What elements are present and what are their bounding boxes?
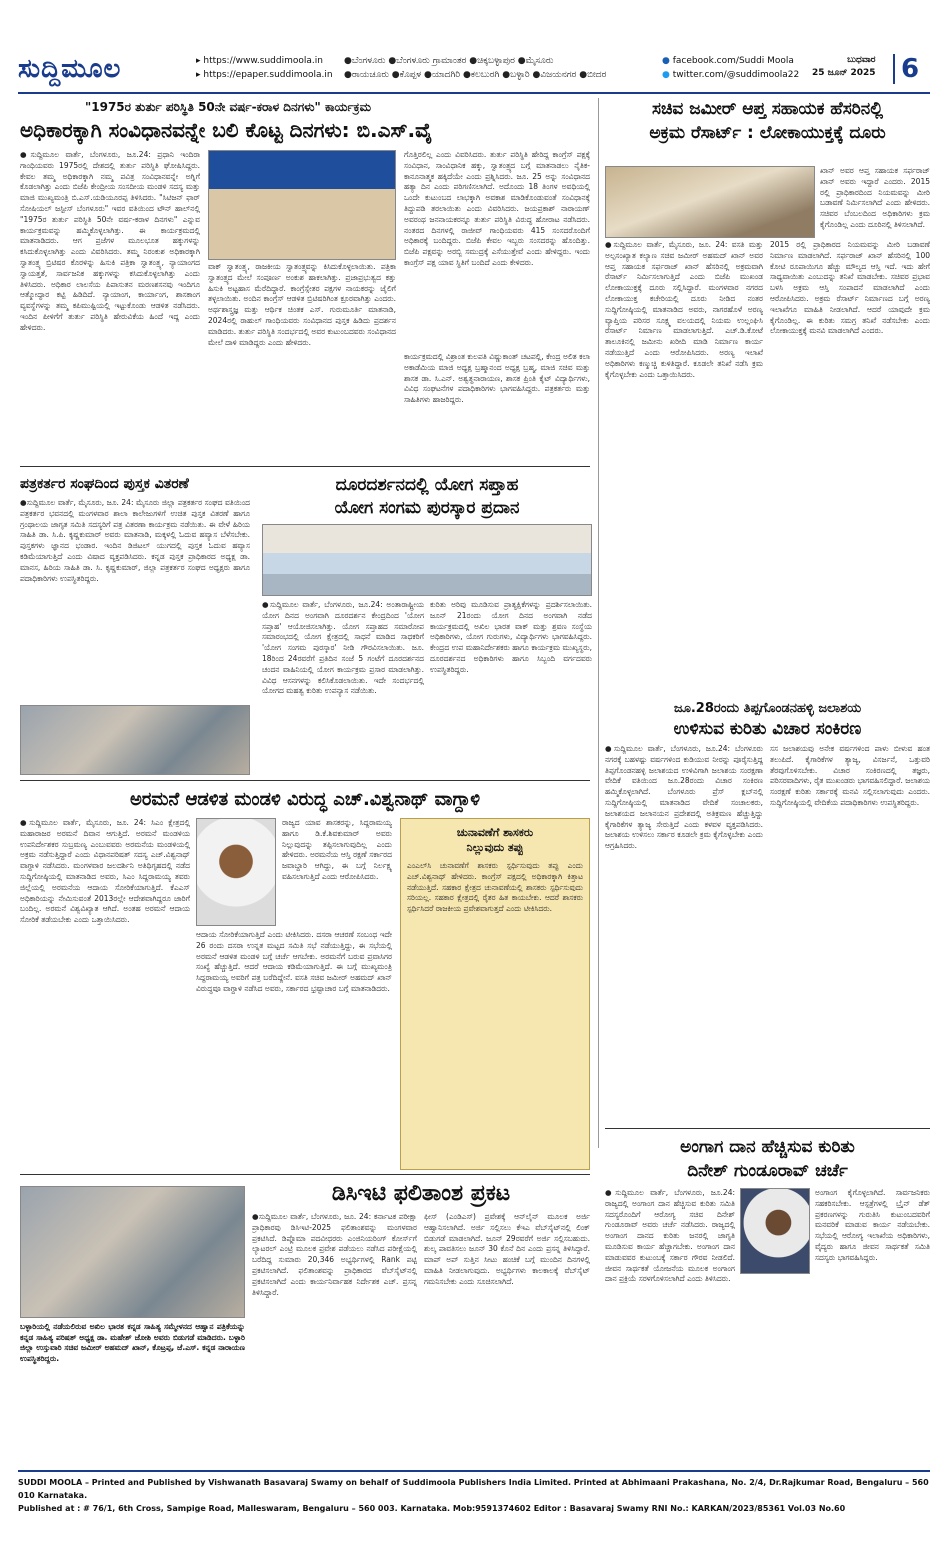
story3-headline: ಪತ್ರಕರ್ತರ ಸಂಘದಿಂದ ಪುಸ್ತಕ ವಿತರಣೆ	[20, 476, 189, 492]
story2-column-2: 2015 ರಲ್ಲಿ ಪ್ರಾಧಿಕಾರದ ನಿಯಮವನ್ನು ಮೀರಿ ಬಡಾವಣೆ ನಿರ್ಮಾಣ ಮಾಡಲಾಗಿದೆ. ಸರ್ಫರಾಜ್ ಖಾನ್ ಹೆಸರಿನಲ್ಲಿ 100 ಕೋಟಿ ರೂಪಾಯಿಗೂ ಹೆಚ್ಚು ಮೌಲ್ಯದ ಆಸ್ತಿ ಇದೆ. ಇದು ಹೇಗೆ ಸಾಧ್ಯವಾಯಿತು ಎಂಬುದನ್ನು ತನಿಖೆ ಮಾಡಬೇಕು. ಸಚಿವರ ಪ್ರಭಾವ ಬಳಸಿ ಅಕ್ರಮ ಆಸ್ತಿ ಸಂಪಾದನೆ ಮಾಡಲಾಗಿದೆ ಎಂದು ಆರೋಪಿಸಿದರು. ಅಕ್ರಮ ರೆಸಾರ್ಟ್ ನಿರ್ಮಾಣದ ಬಗ್ಗೆ ಅರಣ್ಯ ಇಲಾಖೆಗೂ ಮಾಹಿತಿ ನೀಡಲಾಗಿದೆ. ಆದರೆ ಯಾವುದೇ ಕ್ರಮ ಕೈಗೊಂಡಿಲ್ಲ. ಈ ಕುರಿತು ಸಮಗ್ರ ತನಿಖೆ ನಡೆಸಬೇಕು ಎಂದು ಲೋಕಾಯುಕ್ತಕ್ಕೆ ಮನವಿ ಮಾಡಲಾಗಿದೆ ಎಂದರು.	[770, 240, 930, 336]
twitter-url: twitter.com/@suddimoola22	[672, 70, 800, 80]
story5-headline-2: ಉಳಿಸುವ ಕುರಿತು ವಿಚಾರ ಸಂಕಿರಣ	[673, 719, 862, 739]
web-links	[196, 54, 333, 82]
dinesh-gundurao-photo	[740, 1188, 810, 1274]
story2-headline-2: ಅಕ್ರಮ ರೆಸಾರ್ಟ್ : ಲೋಕಾಯುಕ್ತಕ್ಕೆ ದೂರು	[649, 123, 886, 143]
imprint-line-1: SUDDI MOOLA – Printed and Published by Vishwanath Basavaraj Swamy on behalf of Suddimoola Publishers India Limited. Printed at Abhimaani Prakashana, No. 2/4, Dr.Rajkumar Road, Bengaluru – 560 010 Karnataka.	[18, 1478, 929, 1500]
twitter-icon: ●	[662, 70, 673, 80]
story6-headline: ಅರಮನೆ ಆಡಳಿತ ಮಂಡಳಿ ವಿರುದ್ಧ ಎಚ್.ವಿಶ್ವನಾಥ್ ವಾಗ್ದಾಳಿ	[129, 789, 481, 810]
story2-headline-1: ಸಚಿವ ಜಮೀರ್ ಆಪ್ತ ಸಹಾಯಕ ಹೆಸರಿನಲ್ಲಿ	[651, 99, 884, 119]
side-box	[400, 818, 590, 1170]
twitter-link[interactable]	[662, 68, 799, 82]
divider	[20, 780, 590, 781]
epaper-url: https://epaper.suddimoola.in	[203, 70, 333, 80]
issue-day: ಬುಧವಾರ	[847, 55, 876, 65]
newspaper-logo: ಸುದ್ದಿಮೂಲ	[18, 54, 122, 84]
story4-column-2: ಕುರಿತು ಅರಿವು ಮೂಡಿಸುವ ಪ್ರಾತ್ಯಕ್ಷಿಕೆಗಳನ್ನು ಪ್ರದರ್ಶಿಸಲಾಯಿತು. ಜೂನ್ 21ರಂದು ಯೋಗ ದಿನದ ಅಂಗವಾಗಿ ನಡೆದ ಕಾರ್ಯಕ್ರಮದಲ್ಲಿ ಅಖಿಲ ಭಾರತ ವಾಕ್ ಮತ್ತು ಶ್ರವಣ ಸಂಸ್ಥೆಯ ಅಧಿಕಾರಿಗಳು, ಯೋಗ ಗುರುಗಳು, ವಿದ್ಯಾರ್ಥಿಗಳು ಭಾಗವಹಿಸಿದ್ದರು. ಕೇಂದ್ರದ ಉಪ ಮಹಾನಿರ್ದೇಶಕರು ಹಾಗೂ ಕಾರ್ಯಕ್ರಮ ಮುಖ್ಯಸ್ಥರು, ದೂರದರ್ಶನದ ಅಧಿಕಾರಿಗಳು ಹಾಗೂ ಸಿಬ್ಬಂದಿ ವರ್ಗದವರು ಉಪಸ್ಥಿತರಿದ್ದರು.	[430, 600, 592, 674]
cities-line-1: ●ಬೆಂಗಳೂರು ●ಬೆಂಗಳೂರು ಗ್ರಾಮಾಂತರ ●ಚಿಕ್ಕಬಳ್ಳಾಪುರ ●ಮೈಸೂರು	[344, 56, 554, 66]
story1-column-3: ಕಾರ್ಯಕ್ರಮದಲ್ಲಿ ವಿಶ್ರಾಂತ ಕುಲಪತಿ ವಿಷ್ಣುಕಾಂತ್ ಚಟಪಲ್ಲಿ, ಕೇಂದ್ರ ಅಲಿತ ಕಲಾ ಅಕಾಡೆಮಿಯ ಮಾಜಿ ಅಧ್ಯಕ್ಷ ಬ್ರಹ್ಮಾನಂದ ಅಧ್ಯಕ್ಷ ಬ್ರಹ್ಮ, ಮಾಜಿ ಸಚಿವ ಮತ್ತು ಶಾಸಕ ಡಾ. ಸಿ.ಎನ್. ಅಶ್ವತ್ಥನಾರಾಯಣ, ಶಾಸಕ ಪ್ರಿಂತಿ ಕೈಟ್ ವಿದ್ಯಾರ್ಥಿಗಳು, ವಿವಿಧ ಸಂಘಟನೆಗಳ ಪದಾಧಿಕಾರಿಗಳು ಭಾಗವಹಿಸಿದ್ದರು. ಪತ್ರಕರ್ತರು ಮತ್ತು ಸಾಹಿತಿಗಳು ಹಾಜರಿದ್ದರು.	[404, 352, 590, 405]
story4-headline-1: ದೂರದರ್ಶನದಲ್ಲಿ ಯೋಗ ಸಪ್ತಾಹ	[335, 475, 519, 495]
story8-column-2: ಅಂಗಾಂಗ ಕೈಗೊಳ್ಳಲಾಗಿದೆ. ಸಾರ್ವಜನಿಕರು ಸಹಕರಿಸಬೇಕು. ಆಸ್ಪತ್ರೆಗಳಲ್ಲಿ ಬ್ರೈನ್ ಡೆತ್ ಪ್ರಕರಣಗಳನ್ನು ಗುರುತಿಸಿ ಕುಟುಂಬದವರಿಗೆ ಮನವರಿಕೆ ಮಾಡುವ ಕಾರ್ಯ ನಡೆಯಬೇಕು. ಸಭೆಯಲ್ಲಿ ಆರೋಗ್ಯ ಇಲಾಖೆಯ ಅಧಿಕಾರಿಗಳು, ವೈದ್ಯರು ಹಾಗೂ ಜೀವನ ಸಾರ್ಥಕತೆ ಸಮಿತಿ ಸದಸ್ಯರು ಭಾಗವಹಿಸಿದ್ದರು.	[815, 1188, 930, 1262]
story1-headline: ಅಧಿಕಾರಕ್ಕಾಗಿ ಸಂವಿಧಾನವನ್ನೇ ಬಲಿ ಕೊಟ್ಟ ದಿನಗಳು: ಬಿ.ಎಸ್.ವೈ	[20, 118, 433, 142]
story5-column-1: ●ಸುದ್ದಿಮೂಲ ವಾರ್ತೆ, ಬೆಂಗಳೂರು, ಜೂ.24: ಬೆಂಗಳೂರು ನಗರಕ್ಕೆ ಬಹಳಷ್ಟು ವರ್ಷಗಳಿಂದ ಕುಡಿಯುವ ನೀರನ್ನು ಪೂರೈಸುತ್ತಿದ್ದ ತಿಪ್ಪಗೊಂಡನಹಳ್ಳಿ ಜಲಾಶಯದ ಉಳಿವಿಗಾಗಿ ಜಲಾಶಯ ಸಂರಕ್ಷಣಾ ವೇದಿಕೆ ವತಿಯಿಂದ ಜೂ.28ರಂದು ವಿಚಾರ ಸಂಕಿರಣ ಹಮ್ಮಿಕೊಳ್ಳಲಾಗಿದೆ. ಬೆಂಗಳೂರು ಪ್ರೆಸ್ ಕ್ಲಬ್‌ನಲ್ಲಿ ಸುದ್ದಿಗೋಷ್ಠಿಯಲ್ಲಿ ಮಾತನಾಡಿದ ವೇದಿಕೆ ಸಂಚಾಲಕರು, ಜಲಾಶಯದ ಜಲಾನಯನ ಪ್ರದೇಶದಲ್ಲಿ ಅತಿಕ್ರಮಣ ಹೆಚ್ಚುತ್ತಿದ್ದು ಕೈಗಾರಿಕೆಗಳ ತ್ಯಾಜ್ಯ ಸೇರುತ್ತಿದೆ ಎಂದು ಕಳವಳ ವ್ಯಕ್ತಪಡಿಸಿದರು. ಜಲಾಶಯ ಉಳಿಸಲು ಸರ್ಕಾರ ಕೂಡಲೇ ಕ್ರಮ ಕೈಗೊಳ್ಳಬೇಕು ಎಂದು ಆಗ್ರಹಿಸಿದರು.	[605, 744, 763, 851]
side-box-title-1: ಚುನಾವಣೆಗೆ ಶಾಸಕರು	[456, 826, 534, 839]
story4-column-1: ●ಸುದ್ದಿಮೂಲ ವಾರ್ತೆ, ಬೆಂಗಳೂರು, ಜೂ.24: ಅಂತಾರಾಷ್ಟ್ರೀಯ ಯೋಗ ದಿನದ ಅಂಗವಾಗಿ ದೂರದರ್ಶನ ಕೇಂದ್ರದಿಂದ 'ಯೋಗ ಸಪ್ತಾಹ' ಆಯೋಜಿಸಲಾಗಿತ್ತು. ಯೋಗ ಸಪ್ತಾಹದ ಸಮಾರೋಪ ಸಮಾರಂಭದಲ್ಲಿ ಯೋಗ ಕ್ಷೇತ್ರದಲ್ಲಿ ಸಾಧನೆ ಮಾಡಿದ ಸಾಧಕರಿಗೆ 'ಯೋಗ ಸಂಗಮ ಪುರಸ್ಕಾರ' ನೀಡಿ ಗೌರವಿಸಲಾಯಿತು. ಜೂ. 18ರಿಂದ 24ರವರೆಗೆ ಪ್ರತಿದಿನ ಸಂಜೆ 5 ಗಂಟೆಗೆ ದೂರದರ್ಶನದ ಚಂದನ ವಾಹಿನಿಯಲ್ಲಿ ಯೋಗ ಕಾರ್ಯಕ್ರಮ ಪ್ರಸಾರ ಮಾಡಲಾಗಿತ್ತು. ವಿವಿಧ ಆಸನಗಳನ್ನು ಕಲಿಸಿಕೊಡಲಾಯಿತು. ಇದೇ ಸಂದರ್ಭದಲ್ಲಿ ಯೋಗದ ಮಹತ್ವ ಕುರಿತು ಉಪನ್ಯಾಸ ನಡೆಯಿತು.	[262, 600, 424, 696]
story1-column-1: ●ಸುದ್ದಿಮೂಲ ವಾರ್ತೆ, ಬೆಂಗಳೂರು, ಜೂ.24: ಪ್ರಧಾನಿ ಇಂದಿರಾ ಗಾಂಧಿಯವರು 1975ರಲ್ಲಿ ದೇಶದಲ್ಲಿ ತುರ್ತು ಪರಿಸ್ಥಿತಿ ಘೋಷಿಸಿದ್ದರು. ಕೇವಲ ತಮ್ಮ ಅಧಿಕಾರಕ್ಕಾಗಿ ನಮ್ಮ ಪವಿತ್ರ ಸಂವಿಧಾನವನ್ನೇ ಅಗ್ನಿಗೆ ಕೊಡಲಾಗಿತ್ತು ಎಂದು ಬಿಜೆಪಿ ಕೇಂದ್ರೀಯ ಸಂಸದೀಯ ಮಂಡಳಿ ಸದಸ್ಯ ಮತ್ತು ಮಾಜಿ ಮುಖ್ಯಮಂತ್ರಿ ಬಿ.ಎಸ್.ಯಡಿಯೂರಪ್ಪ ತಿಳಿಸಿದರು. "ಸಿಟಿಜನ್ ಫಾರ್ ಸೋಷಿಯಲ್ ಜಸ್ಟೀಸ್ ಬೆಂಗಳೂರು" ಇವರ ವತಿಯಿಂದ ಟೌನ್ ಹಾಲ್‌ನಲ್ಲಿ "1975ರ ತುರ್ತು ಪರಿಸ್ಥಿತಿ 50ನೇ ವರ್ಷ-ಕರಾಳ ದಿನಗಳು" ಎನ್ನುವ ಕಾರ್ಯಕ್ರಮವನ್ನು ಹಮ್ಮಿಕೊಳ್ಳಲಾಗಿತ್ತು. ಈ ಕಾರ್ಯಕ್ರಮದಲ್ಲಿ ಮಾತನಾಡಿದರು. ಆಗ ಪ್ರಜೆಗಳ ಮೂಲಭೂತ ಹಕ್ಕುಗಳನ್ನು ಕಸಿದುಕೊಳ್ಳಲಾಗಿತ್ತು ಎಂದು ವಿವರಿಸಿದರು. ತಮ್ಮ ನಿರಂಕುಶ ಅಧಿಕಾರಕ್ಕಾಗಿ ಸ್ವಾತಂತ್ರ್ಯ ಬ್ರಿಟಿಷರ ಕೊರಳಿನ್ನು ಹಿಸುಕಿ ಪತ್ರಿಕಾ ಸ್ವಾತಂತ್ರ್ಯ, ನ್ಯಾಯಾಂಗದ ಸ್ವಾಯತ್ತತೆ, ಸಾರ್ವಜನಿಕ ಹಕ್ಕುಗಳನ್ನು ಕಸಿದುಕೊಳ್ಳಲಾಗಿತ್ತು ಎಂದು ತಿಳಿಸಿದರು. ಅಧಿಕಾರ ಲಾಲಸೆಯ ಪಿಪಾಸುತನ ಮರಣಶಸನವು ಇಂದಿಗೂ ಆತ್ಮೋದ್ಧಾರ ಕಟ್ಟಿ ಹಿಡಿದಿದೆ. ನ್ಯಾಯಾಂಗ, ಕಾರ್ಯಾಂಗ, ಶಾಸಕಾಂಗ ವ್ಯವಸ್ಥೆಗಳನ್ನು ತಮ್ಮ ಕಪಿಮುಷ್ಟಿಯಲ್ಲಿ ಇಟ್ಟುಕೊಂಡು ಆಡಳಿತ ನಡೆಸಿದರು. ಇಂದಿನ ಪೀಳಿಗೆಗೆ ತುರ್ತು ಪರಿಸ್ಥಿತಿ ಹೇರುವಿಕೆಯ ಹಿಂದೆ ಇದ್ದ ಎಂದು ಹೇಳಿದರು.	[20, 150, 200, 332]
story7-column-2: ಫೀಸ್ (ಎಂಡಿಎಸ್) ಪ್ರವೇಶಕ್ಕೆ ಆನ್‌ಲೈನ್ ಮೂಲಕ ಅರ್ಜಿ ಆಹ್ವಾನಿಸಲಾಗಿದೆ. ಅರ್ಜಿ ಸಲ್ಲಿಸಲು ಕೆಇಎ ವೆಬ್‌ಸೈಟ್‌ನಲ್ಲಿ ಲಿಂಕ್ ಬಿಡುಗಡೆ ಮಾಡಲಾಗಿದೆ. ಜೂನ್ 29ರವರೆಗೆ ಅರ್ಜಿ ಸಲ್ಲಿಸಬಹುದು. ಶುಲ್ಕ ಪಾವತಿಸಲು ಜೂನ್ 30 ಕೊನೆ ದಿನ ಎಂದು ಪ್ರಸನ್ನ ತಿಳಿಸಿದ್ದಾರೆ. ಮಾಪ್ ಅಪ್ ಸುತ್ತಿನ ಸೀಟು ಹಂಚಿಕೆ ಬಗ್ಗೆ ಮುಂದಿನ ದಿನಗಳಲ್ಲಿ ಮಾಹಿತಿ ನೀಡಲಾಗುವುದು. ಅಭ್ಯರ್ಥಿಗಳು ಕಾಲಕಾಲಕ್ಕೆ ವೆಬ್‌ಸೈಟ್ ಗಮನಿಸಬೇಕು ಎಂದು ಸೂಚಿಸಲಾಗಿದೆ.	[424, 1212, 590, 1286]
globe-icon: ▸	[196, 70, 204, 80]
divider	[20, 466, 590, 467]
vishwanath-photo	[196, 818, 276, 926]
facebook-icon: ●	[662, 56, 673, 66]
story5-headline-1: ಜೂ.28ರಂದು ತಿಪ್ಪಗೊಂಡನಹಳ್ಳಿ ಜಲಾಶಯ	[673, 701, 862, 716]
divider	[605, 1128, 930, 1129]
story1-column-2: ಗೊತ್ತಿರಲಿಲ್ಲ ಎಂದು ವಿವರಿಸಿದರು. ತುರ್ತು ಪರಿಸ್ಥಿತಿ ಹೇರಿದ್ದ ಕಾಂಗ್ರೆಸ್ ಪಕ್ಷಕ್ಕೆ ಸಂವಿಧಾನ, ಸಾಂವಿಧಾನಿಕ ಹಕ್ಕು, ಸ್ವಾತಂತ್ರ್ಯದ ಬಗ್ಗೆ ಮಾತನಾಡಲು ನೈತಿಕ-ಕಾನೂನಾತ್ಮಕ ಹಕ್ಕಿದೆಯೇ ಎಂದು ಪ್ರಶ್ನಿಸಿದರು. ಜೂ. 25 ಅನ್ನು ಸಂವಿಧಾನದ ಹತ್ಯಾ ದಿನ ಎಂದು ಪರಿಗಣಿಸಲಾಗಿದೆ. ಅದೊಂದು 18 ತಿಂಗಳ ಅವಧಿಯಲ್ಲಿ ಒಂದೇ ಕುಟುಂಬದ ಲಾಭಕ್ಕಾಗಿ ಅವಕಾಶ ಮಾಡಿಕೊಂಡುವಂತೆ ಸಂವಿಧಾನಕ್ಕೆ ತಿದ್ದುಪಡಿ ತರಲಾಯಿತು ಎಂದು ವಿವರಿಸಿದರು. ಜಯಪ್ರಕಾಶ್ ನಾರಾಯಣ್ ಅವರಂಥ ಜನನಾಯಕರನ್ನೂ ತುರ್ತು ಪರಿಸ್ಥಿತಿ ವಿರುದ್ಧ ಹೋರಾಟ ನಡೆಸಿದರು. ನಂತರದ ದಿನಗಳಲ್ಲಿ ರಾಜೀವ್ ಗಾಂಧಿಯವರು 415 ಸಂಸದರೊಂದಿಗೆ ಅಧಿಕಾರಕ್ಕೆ ಬಂದಿದ್ದರು. ಬಿಜೆಪಿ ಕೇವಲ ಇಬ್ಬರು ಸಂಸದರನ್ನು ಹೊಂದಿತ್ತು. ಬಿಜೆಪಿ ಪಕ್ಷವನ್ನು ಅರಬ್ಬಿ ಸಮುದ್ರಕ್ಕೆ ಎಸೆಯುತ್ತೇವೆ ಎಂದು ಹೇಳಿದ್ದರು. ಇಂದು ಕಾಂಗ್ರೆಸ್ ಪಕ್ಷ ಯಾವ ಸ್ಥಿತಿಗೆ ಬಂದಿದೆ ಎಂದು ಕೇಳಿದರು.	[404, 150, 590, 267]
page-number: 6	[893, 54, 919, 84]
story8-headline-2: ದಿನೇಶ್ ಗುಂಡೂರಾವ್ ಚರ್ಚೆ	[687, 1161, 848, 1181]
epaper-link[interactable]	[196, 68, 333, 82]
story1-kicker: "1975ರ ತುರ್ತು ಪರಿಸ್ಥಿತಿ 50ನೇ ವರ್ಷ-ಕರಾಳ ದಿನಗಳು" ಕಾರ್ಯಕ್ರಮ	[85, 100, 371, 114]
story7-photo	[20, 1186, 245, 1318]
side-box-body: ಎಂಎಲ್‌ಸಿ ಚುನಾವಣೆಗೆ ಶಾಸಕರು ಸ್ಪರ್ಧಿಸುವುದು ತಪ್ಪು ಎಂದು ಎಚ್.ವಿಶ್ವನಾಥ್ ಹೇಳಿದರು. ಕಾಂಗ್ರೆಸ್ ಪಕ್ಷದಲ್ಲಿ ಅಧಿಕಾರಕ್ಕಾಗಿ ಕಿತ್ತಾಟ ನಡೆಯುತ್ತಿದೆ. ಸಹಕಾರ ಕ್ಷೇತ್ರದ ಚುನಾವಣೆಯಲ್ಲಿ ಶಾಸಕರು ಸ್ಪರ್ಧಿಸುವುದು ಸರಿಯಲ್ಲ. ಸಹಕಾರ ಕ್ಷೇತ್ರದಲ್ಲಿ ರೈತರ ಹಿತ ಕಾಯಬೇಕು. ಆದರೆ ಶಾಸಕರು ಸ್ಪರ್ಧಿಸಿದರೆ ರಾಜಕೀಯ ಪ್ರವೇಶವಾಗುತ್ತದೆ ಎಂದು ಟೀಕಿಸಿದರು.	[407, 861, 583, 914]
story5-column-2: ಸಸ ಜಲಾಶಯವು ಅನೇಕ ವರ್ಷಗಳಿಂದ ಪಾಳು ಬೀಳುವ ಹಂತ ತಲುಪಿದೆ. ಕೈಗಾರಿಕೆಗಳ ತ್ಯಾಜ್ಯ, ವಿಸರ್ಜನೆ, ಒತ್ತುವರಿ ತೆರವುಗೊಳಿಸಬೇಕು. ವಿಚಾರ ಸಂಕಿರಣದಲ್ಲಿ ತಜ್ಞರು, ಪರಿಸರವಾದಿಗಳು, ರೈತ ಮುಖಂಡರು ಭಾಗವಹಿಸಲಿದ್ದಾರೆ. ಜಲಾಶಯ ಸಂರಕ್ಷಣೆ ಕುರಿತು ಸರ್ಕಾರಕ್ಕೆ ಮನವಿ ಸಲ್ಲಿಸಲಾಗುವುದು ಎಂದರು. ಸುದ್ದಿಗೋಷ್ಠಿಯಲ್ಲಿ ವೇದಿಕೆಯ ಪದಾಧಿಕಾರಿಗಳು ಉಪಸ್ಥಿತರಿದ್ದರು.	[770, 744, 930, 807]
website-link[interactable]	[196, 54, 333, 68]
story7-headline: ಡಿಸಿಇಟಿ ಫಲಿತಾಂಶ ಪ್ರಕಟ	[331, 1181, 511, 1206]
globe-icon: ▸	[196, 56, 204, 66]
social-links	[662, 54, 799, 82]
facebook-link[interactable]	[662, 54, 799, 68]
story4-photo	[262, 524, 592, 596]
story3-photo	[20, 705, 250, 775]
issue-date: 25 ಜೂನ್ 2025	[812, 68, 876, 78]
story2-photo	[605, 166, 815, 238]
story3-body: ●ಸುದ್ದಿಮೂಲ ವಾರ್ತೆ, ಮೈಸೂರು, ಜೂ. 24: ಮೈಸೂರು ಜಿಲ್ಲಾ ಪತ್ರಕರ್ತರ ಸಂಘದ ವತಿಯಿಂದ ಪತ್ರಕರ್ತರ ಭವನದಲ್ಲಿ ಮಂಗಳವಾರ ಶಾಲಾ ಕಾಲೇಜುಗಳಿಗೆ ಉಚಿತ ಪುಸ್ತಕ ವಿತರಣೆ ಹಾಗೂ ಗ್ರಂಥಾಲಯ ಜಾಗೃತ ಸಮಿತಿ ಸದಸ್ಯರಿಗೆ ಪತ್ರ ವಿತರಣಾ ಕಾರ್ಯಕ್ರಮ ನಡೆಯಿತು. ಈ ವೇಳೆ ಹಿರಿಯ ಸಾಹಿತಿ ಡಾ. ಸಿ.ಪಿ. ಕೃಷ್ಣಕುಮಾರ್ ಅವರು ಮಾತನಾಡಿ, ಮಕ್ಕಳಲ್ಲಿ ಓದುವ ಹವ್ಯಾಸ ಬೆಳೆಸಬೇಕು. ಪುಸ್ತಕಗಳು ಜ್ಞಾನದ ಭಂಡಾರ. ಇಂದಿನ ಡಿಜಿಟಲ್ ಯುಗದಲ್ಲಿ ಪುಸ್ತಕ ಓದುವ ಹವ್ಯಾಸ ಕಡಿಮೆಯಾಗುತ್ತಿದೆ ಎಂದು ವಿಷಾದ ವ್ಯಕ್ತಪಡಿಸಿದರು. ಕನ್ನಡ ಪುಸ್ತಕ ಪ್ರಾಧಿಕಾರದ ಅಧ್ಯಕ್ಷ ಡಾ. ಮಾನಸ, ಹಿರಿಯ ಸಾಹಿತಿ ಡಾ. ಸಿ. ಕೃಷ್ಣಕುಮಾರ್, ಜಿಲ್ಲಾ ಪತ್ರಕರ್ತರ ಸಂಘದ ಅಧ್ಯಕ್ಷರು ಹಾಗೂ ಪದಾಧಿಕಾರಿಗಳು ಉಪಸ್ಥಿತರಿದ್ದರು.	[20, 498, 250, 583]
story6-column-1: ●ಸುದ್ದಿಮೂಲ ವಾರ್ತೆ, ಮೈಸೂರು, ಜೂ. 24: ಸಿಎಂ ಕ್ಷೇತ್ರದಲ್ಲಿ ಮಹಾರಾಜರ ಅರಮನೆ ದಿವಾನ ಆಗುತ್ತಿದೆ. ಅರಮನೆ ಮಂಡಳಿಯ ಉಪನಿರ್ದೇಶಕರ ಸುಬ್ರಮಣ್ಯ ಎಂಬುವವರು ಅರಮನೆಯ ಮಂಡಳಿಯಲ್ಲಿ ಅಕ್ರಮ ನಡೆಸುತ್ತಿದ್ದಾರೆ ಎಂದು ವಿಧಾನಪರಿಷತ್ ಸದಸ್ಯ ಎಚ್.ವಿಶ್ವನಾಥ್ ವಾಗ್ದಾಳಿ ನಡೆಸಿದರು. ಮಂಗಳವಾರ ಜಲದರ್ಶಿನಿ ಅತಿಥಿಗೃಹದಲ್ಲಿ ನಡೆದ ಸುದ್ದಿಗೋಷ್ಠಿಯಲ್ಲಿ ಮಾತನಾಡಿದ ಅವರು, ಸಿಎಂ ಸಿದ್ದರಾಮಯ್ಯ ತವರು ಜಿಲ್ಲೆಯಲ್ಲಿ ಅರಮನೆಯ ಆದಾಯ ಸೋರಿಕೆಯಾಗುತ್ತಿದೆ. ಕೆಎಎಸ್ ಅಧಿಕಾರಿಯನ್ನು ನೇಮಿಸುವಂತೆ 2013ರಲ್ಲೇ ಆದೇಶವಾಗಿದ್ದರೂ ಜಾರಿಗೆ ಬಂದಿಲ್ಲ. ಅರಮನೆ ವಿಶ್ವವಿಖ್ಯಾತ ಆಗಿದೆ. ಅಂತಹ ಅರಮನೆ ಆದಾಯ ಸೋರಿಕೆ ತಡೆಯಬೇಕು ಎಂದು ಒತ್ತಾಯಿಸಿದರು.	[20, 818, 190, 925]
divider	[20, 1174, 590, 1175]
story7-column-1: ●ಸುದ್ದಿಮೂಲ ವಾರ್ತೆ, ಬೆಂಗಳೂರು, ಜೂ. 24: ಕರ್ನಾಟಕ ಪರೀಕ್ಷಾ ಪ್ರಾಧಿಕಾರವು ಡಿಸಿಇಟಿ-2025 ಫಲಿತಾಂಶವನ್ನು ಮಂಗಳವಾರ ಪ್ರಕಟಿಸಿದೆ. ಡಿಪ್ಲೊಮಾ ಪದವೀಧರರು ಎಂಜಿನಿಯರಿಂಗ್ ಕೋರ್ಸ್‌ಗೆ ಲ್ಯಾಟರಲ್ ಎಂಟ್ರಿ ಮೂಲಕ ಪ್ರವೇಶ ಪಡೆಯಲು ನಡೆಸಿದ ಪರೀಕ್ಷೆಯಲ್ಲಿ ಬರೆದಿದ್ದ ಸುಮಾರು 20,346 ಅಭ್ಯರ್ಥಿಗಳಲ್ಲಿ Rank ಪಟ್ಟಿ ಪ್ರಕಟಿಸಲಾಗಿದೆ. ಫಲಿತಾಂಶವನ್ನು ಪ್ರಾಧಿಕಾರದ ವೆಬ್‌ಸೈಟ್‌ನಲ್ಲಿ ಪ್ರಕಟಿಸಲಾಗಿದೆ ಎಂದು ಕಾರ್ಯನಿರ್ವಾಹಕ ನಿರ್ದೇಶಕ ಎಚ್. ಪ್ರಸನ್ನ ತಿಳಿಸಿದ್ದಾರೆ.	[252, 1212, 417, 1297]
story8-headline-1: ಅಂಗಾಗ ದಾನ ಹೆಚ್ಚಿಸುವ ಕುರಿತು	[680, 1137, 855, 1157]
story2-top-column: ಖಾನ್ ಅವರ ಆಪ್ತ ಸಹಾಯಕ ಸರ್ಫರಾಜ್ ಖಾನ್ ಅವರು ಇದ್ದಾರೆ ಎಂದರು. 2015 ರಲ್ಲಿ ಪ್ರಾಧಿಕಾರದಿಂದ ನಿಯಮವನ್ನು ಮೀರಿ ಬಡಾವಣೆ ನಿರ್ಮಿಸಲಾಗಿದೆ ಎಂದು ಹೇಳಿದರು. ಸಚಿವರ ಬೆಂಬಲದಿಂದ ಅಧಿಕಾರಿಗಳು ಕ್ರಮ ಕೈಗೊಂಡಿಲ್ಲ ಎಂದು ದೂರಿನಲ್ಲಿ ತಿಳಿಸಲಾಗಿದೆ.	[820, 166, 930, 229]
cities-line-2: ●ರಾಯಚೂರು ●ಕೊಪ್ಪಳ ●ಯಾದಗಿರಿ ●ಕಲಬುರಗಿ ●ಬಳ್ಳಾರಿ ●ವಿಜಯನಗರ ●ಬೀದರ	[344, 70, 607, 80]
website-url: https://www.suddimoola.in	[203, 56, 323, 66]
edition-cities	[344, 54, 606, 82]
story7-caption: ಬಳ್ಳಾರಿಯಲ್ಲಿ ನಡೆಯಲಿರುವ ಅಖಿಲ ಭಾರತ ಕನ್ನಡ ಸಾಹಿತ್ಯ ಸಮ್ಮೇಳನದ ಆಹ್ವಾನ ಪತ್ರಿಕೆಯನ್ನು ಕನ್ನಡ ಸಾಹಿತ್ಯ ಪರಿಷತ್ ಅಧ್ಯಕ್ಷ ಡಾ. ಮಹೇಶ್ ಜೋಶಿ ಅವರು ಬಿಡುಗಡೆ ಮಾಡಿದರು. ಬಳ್ಳಾರಿ ಜಿಲ್ಲಾ ಉಸ್ತುವಾರಿ ಸಚಿವ ಜಮೀರ್ ಅಹಮದ್ ಖಾನ್, ಕೊಟ್ರಪ್ಪ, ಜೆ.ಎಸ್. ಕನ್ನಡ ನಾರಾಯಣ ಉಪಸ್ಥಿತರಿದ್ದರು.	[20, 1322, 245, 1363]
side-box-title-2: ನಿಲ್ಲುವುದು ತಪ್ಪು	[466, 841, 524, 854]
imprint-line-2: Published at : # 76/1, 6th Cross, Sampige Road, Malleswaram, Bengaluru – 560 003. Karnataka. Mob:9591374602 Editor : Basavaraj Swamy RNI No.: KARKAN/2023/85361 Vol.03 No.60	[18, 1504, 846, 1513]
column-divider	[598, 98, 599, 1148]
imprint-footer	[18, 1470, 930, 1515]
date-box	[812, 54, 876, 80]
story6-column-2-top: ರಾಜ್ಯದ ಯಾವ ಶಾಸಕರನ್ನು, ಸಿದ್ದರಾಮಯ್ಯ ಹಾಗೂ ಡಿ.ಕೆ.ಶಿವಕುಮಾರ್ ಅವರು ನಿಲ್ಲುವುದನ್ನು ತಪ್ಪಿಸಲಾಗುವುದಿಲ್ಲ ಎಂದು ಹೇಳಿದರು. ಅರಮನೆಯ ಆಸ್ತಿ ರಕ್ಷಣೆ ಸರ್ಕಾರದ ಜವಾಬ್ದಾರಿ ಆಗಿದ್ದು, ಈ ಬಗ್ಗೆ ನಿರ್ಲಕ್ಷ್ಯ ವಹಿಸಲಾಗುತ್ತಿದೆ ಎಂದು ಆರೋಪಿಸಿದರು.	[282, 818, 392, 881]
facebook-url: facebook.com/Suddi Moola	[672, 56, 794, 66]
story6-column-2: ಆದಾಯ ಸೋರಿಕೆಯಾಗುತ್ತಿದೆ ಎಂದು ಟೀಕಿಸಿದರು. ದಸರಾ ಆಚರಣೆ ಸಂಬಂಧ ಇದೇ 26 ರಂದು ದಸರಾ ಉನ್ನತ ಮಟ್ಟದ ಸಮಿತಿ ಸಭೆ ನಡೆಯುತ್ತಿದ್ದು, ಈ ಸಭೆಯಲ್ಲಿ ಅರಮನೆ ಆಡಳಿತ ಮಂಡಳಿ ಬಗ್ಗೆ ಚರ್ಚೆ ಆಗಬೇಕು. ಅರಮನೆಗೆ ಬರುವ ಪ್ರವಾಸಿಗರ ಸಂಖ್ಯೆ ಹೆಚ್ಚುತ್ತಿದೆ. ಆದರೆ ಆದಾಯ ಕಡಿಮೆಯಾಗುತ್ತಿದೆ. ಈ ಬಗ್ಗೆ ಮುಖ್ಯಮಂತ್ರಿ ಸಿದ್ದರಾಮಯ್ಯ ಅವರಿಗೆ ಪತ್ರ ಬರೆದಿದ್ದೇನೆ. ವಸತಿ ಸಚಿವ ಜಮೀರ್ ಅಹಮದ್ ಖಾನ್ ವಿರುದ್ಧವೂ ವಾಗ್ದಾಳಿ ನಡೆಸಿದ ಅವರು, ಸರ್ಕಾರದ ಭ್ರಷ್ಟಾಚಾರ ಬಗ್ಗೆ ಮಾತನಾಡಿದರು.	[196, 930, 392, 993]
story1-photo-column: ವಾಕ್ ಸ್ವಾತಂತ್ರ್ಯ, ರಾಜಕೀಯ ಸ್ವಾತಂತ್ರ್ಯವನ್ನು ಕಿಸಿದುಕೊಳ್ಳಲಾಯಿತು. ಪತ್ರಿಕಾ ಸ್ವಾತಂತ್ರ್ಯದ ಮೇಲೆ ಸಂಪೂರ್ಣ ಅಂಕುಶ ಹಾಕಲಾಗಿತ್ತು. ಪ್ರಜಾಪ್ರಭುತ್ವದ ಕತ್ತು ಹಿಸುಕಿ ಅಟ್ಟಹಾಸ ಮೆರೆದಿದ್ದಾರೆ. ಕಾಂಗ್ರೆಸ್ಸೇತರ ಪಕ್ಷಗಳ ನಾಯಕರನ್ನು ಜೈಲಿಗೆ ತಳ್ಳಲಾಯಿತು. ಅಂದಿನ ಕಾಂಗ್ರೆಸ್ ಆಡಳಿತ ಬ್ರಿಟಿಷರಿಗಿಂತ ಕ್ರೂರವಾಗಿತ್ತು ಎಂದರು. ಅರ್ಥಶಾಸ್ತ್ರಜ್ಞ ಮತ್ತು ಆರ್ಥಿಕ ಚಿಂತಕ ಎಸ್. ಗುರುಮೂರ್ತಿ ಮಾತನಾಡಿ, 2024ರಲ್ಲಿ ರಾಹುಲ್ ಗಾಂಧಿಯವರು ಸಂವಿಧಾನದ ಪುಸ್ತಕ ಹಿಡಿದು ಪ್ರದರ್ಶನ ಮಾಡಿದರು. ತುರ್ತು ಪರಿಸ್ಥಿತಿ ಸಂದರ್ಭದಲ್ಲಿ ಅವರ ಕುಟುಂಬದವರು ಸಂವಿಧಾನದ ಮೇಲೆ ದಾಳಿ ಮಾಡಿದ್ದರು ಎಂದು ಹೇಳಿದರು.	[208, 262, 396, 347]
story1-photo	[208, 150, 396, 260]
story2-column-1: ●ಸುದ್ದಿಮೂಲ ವಾರ್ತೆ, ಮೈಸೂರು, ಜೂ. 24: ವಸತಿ ಮತ್ತು ಅಲ್ಪಸಂಖ್ಯಾತ ಕಲ್ಯಾಣ ಸಚಿವ ಜಮೀರ್ ಅಹಮದ್ ಖಾನ್ ಅವರ ಆಪ್ತ ಸಹಾಯಕ ಸರ್ಫರಾಜ್ ಖಾನ್ ಹೆಸರಿನಲ್ಲಿ ಅಕ್ರಮವಾಗಿ ರೆಸಾರ್ಟ್ ನಿರ್ಮಿಸಲಾಗುತ್ತಿದೆ ಎಂದು ಬಿಜೆಪಿ ಮುಖಂಡ ಲೋಕಾಯುಕ್ತಕ್ಕೆ ದೂರು ಸಲ್ಲಿಸಿದ್ದಾರೆ. ಮಂಗಳವಾರ ನಗರದ ಲೋಕಾಯುಕ್ತ ಕಚೇರಿಯಲ್ಲಿ ದೂರು ನೀಡಿದ ನಂತರ ಸುದ್ದಿಗೋಷ್ಠಿಯಲ್ಲಿ ಮಾತನಾಡಿದ ಅವರು, ನಾಗರಹೊಳೆ ಅರಣ್ಯ ವ್ಯಾಪ್ತಿಯ ಪರಿಸರ ಸೂಕ್ಷ್ಮ ವಲಯದಲ್ಲಿ ನಿಯಮ ಉಲ್ಲಂಘಿಸಿ ರೆಸಾರ್ಟ್ ನಿರ್ಮಾಣ ಮಾಡಲಾಗುತ್ತಿದೆ. ಎಚ್.ಡಿ.ಕೋಟೆ ತಾಲೂಕಿನಲ್ಲಿ ಜಮೀನು ಖರೀದಿ ಮಾಡಿ ನಿರ್ಮಾಣ ಕಾರ್ಯ ನಡೆಯುತ್ತಿದೆ ಎಂದು ಆರೋಪಿಸಿದರು. ಅರಣ್ಯ ಇಲಾಖೆ ಅಧಿಕಾರಿಗಳು ಕಣ್ಮುಚ್ಚಿ ಕುಳಿತಿದ್ದಾರೆ. ಕೂಡಲೇ ತನಿಖೆ ನಡೆಸಿ ಕ್ರಮ ಕೈಗೊಳ್ಳಬೇಕು ಎಂದು ಒತ್ತಾಯಿಸಿದರು.	[605, 240, 763, 379]
story8-column-1: ●ಸುದ್ದಿಮೂಲ ವಾರ್ತೆ, ಬೆಂಗಳೂರು, ಜೂ.24: ರಾಜ್ಯದಲ್ಲಿ ಅಂಗಾಂಗ ದಾನ ಹೆಚ್ಚಿಸುವ ಕುರಿತು ಸಮಿತಿ ಸದಸ್ಯರೊಂದಿಗೆ ಆರೋಗ್ಯ ಸಚಿವ ದಿನೇಶ್ ಗುಂಡೂರಾವ್ ಅವರು ಚರ್ಚೆ ನಡೆಸಿದರು. ರಾಜ್ಯದಲ್ಲಿ ಅಂಗಾಂಗ ದಾನದ ಕುರಿತು ಜನರಲ್ಲಿ ಜಾಗೃತಿ ಮೂಡಿಸುವ ಕಾರ್ಯ ಹೆಚ್ಚಾಗಬೇಕು. ಅಂಗಾಂಗ ದಾನ ಮಾಡುವವರ ಕುಟುಂಬಕ್ಕೆ ಸರ್ಕಾರ ಗೌರವ ನೀಡಲಿದೆ. ಜೀವನ ಸಾರ್ಥಕತೆ ಯೋಜನೆಯ ಮೂಲಕ ಅಂಗಾಂಗ ದಾನ ಪ್ರಕ್ರಿಯೆ ಸರಳಗೊಳಿಸಲಾಗಿದೆ ಎಂದು ತಿಳಿಸಿದರು.	[605, 1188, 735, 1284]
story4-headline-2: ಯೋಗ ಸಂಗಮ ಪುರಸ್ಕಾರ ಪ್ರದಾನ	[334, 498, 520, 518]
